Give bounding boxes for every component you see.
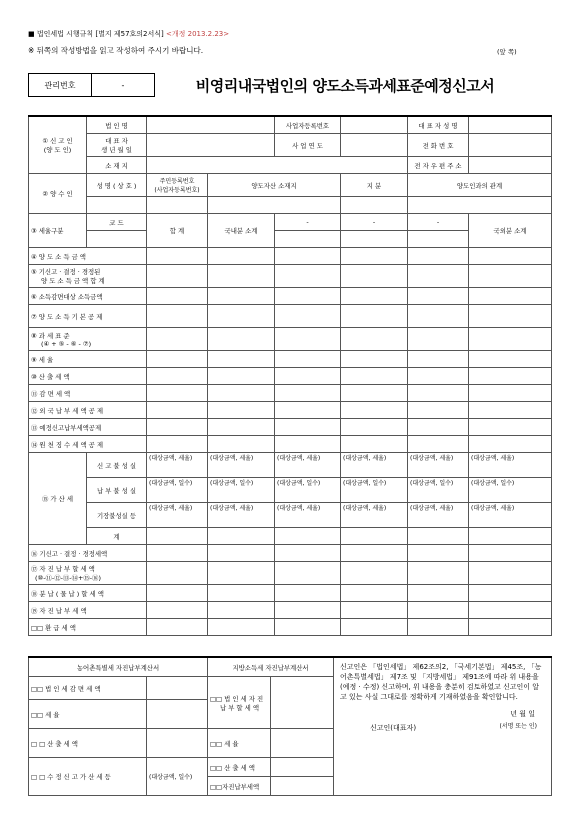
rural-row-3-label: □ □ 산 출 세 액: [29, 729, 147, 758]
biz-no-field[interactable]: [341, 116, 408, 134]
management-number-value[interactable]: -: [121, 80, 125, 90]
row-17-label: ⑰ 자 진 납 부 할 세 액 (⑩-⑪-⑫-⑬-⑭+⑮-⑯): [29, 562, 147, 585]
row-4-label: ④ 양 도 소 득 금 액: [29, 248, 147, 265]
code-dash-2[interactable]: -: [341, 214, 408, 231]
email-label: 전 자 우 편 주 소: [408, 157, 469, 174]
row-8-label: ⑧ 과 세 표 준 (④ + ⑤ - ⑥ - ⑦): [29, 328, 147, 351]
tax-code-label: 코 드: [87, 214, 147, 231]
asset-location-field[interactable]: [208, 197, 341, 214]
row-19-label: ⑲ 자 진 납 부 세 액: [29, 602, 147, 619]
rural-row-1-label: □□ 법 인 세 감 면 세 액: [29, 677, 147, 700]
management-number-box: [28, 73, 155, 97]
rural-tax-title: 농어촌특별세 자진납부계산서: [29, 657, 208, 677]
local-tax-title: 지방소득세 자진납부계산서: [208, 657, 334, 677]
row-12-label: ⑫ 외 국 납 부 세 액 공 제: [29, 402, 147, 419]
phone-field[interactable]: [469, 134, 552, 157]
code-dash-1[interactable]: -: [275, 214, 341, 231]
form-title: 비영리내국법인의 양도소득과세표준예정신고서: [195, 77, 495, 95]
transferee-group-label: ② 양 수 인: [29, 174, 87, 214]
signature-field[interactable]: (서명 또는 인): [499, 722, 538, 730]
row-10-label: ⑩ 산 출 세 액: [29, 368, 147, 385]
relation-label: 양도인과의 관계: [408, 174, 552, 197]
local-row-1-label: □□ 법 인 세 자 진 납 부 할 세 액: [208, 677, 271, 729]
instruction-text: ※ 뒤쪽의 작성방법을 읽고 작성하여 주시기 바랍니다.: [28, 46, 204, 55]
penalty-group-label: ⑮ 가 산 세: [29, 453, 87, 545]
row-6-label: ⑥ 소득감면대상 소득금액: [29, 288, 147, 305]
reporter-group-label: ① 신 고 인 (양 도 인): [29, 116, 87, 174]
form-rule: ■ 법인세법 시행규칙 [별지 제57호의2서식] <개정 2013.2.23>: [28, 30, 230, 38]
address-label: 소 재 지: [87, 157, 147, 174]
row-5-label: ⑤ 기신고 · 결정 · 경정된 양 도 소 득 금 액 합 계: [29, 265, 147, 288]
rep-name-field[interactable]: [469, 116, 552, 134]
penalty-row-3-label: 기장불성실 등: [87, 503, 147, 528]
transferee-name-label: 성 명 ( 상 호 ): [87, 174, 147, 197]
corp-name-label: 법 인 명: [87, 116, 147, 134]
page-side: (앞 쪽): [497, 48, 517, 56]
transferee-name-field[interactable]: [87, 197, 147, 214]
email-field[interactable]: [469, 157, 552, 174]
row-11-label: ⑪ 감 면 세 액: [29, 385, 147, 402]
local-row-2-label: □□ 세 율: [208, 729, 271, 758]
share-label: 지 분: [341, 174, 408, 197]
asset-location-label: 양도자산 소재지: [208, 174, 341, 197]
transferee-id-label: 주민등록번호 (사업자등록번호): [147, 174, 208, 197]
domestic-header: 국내분 소계: [208, 214, 275, 248]
rep-birth-field[interactable]: [147, 134, 275, 157]
transferee-id-field[interactable]: [147, 197, 208, 214]
biz-year-field[interactable]: [341, 134, 408, 157]
row-9-label: ⑨ 세 율: [29, 351, 147, 368]
signer-label: 신고인(대표자): [370, 723, 417, 732]
relation-field[interactable]: [408, 197, 552, 214]
penalty-total-label: 계: [87, 528, 147, 545]
row-16-label: ⑯ 기신고 · 결정 · 경정세액: [29, 545, 147, 562]
row-18-label: ⑱ 분 납 ( 물 납 ) 할 세 액: [29, 585, 147, 602]
local-row-4-label: □□자진납부세액: [208, 777, 271, 796]
total-header: 합 계: [147, 214, 208, 248]
biz-no-label: 사업자등록번호: [275, 116, 341, 134]
row-7-label: ⑦ 양 도 소 득 기 본 공 제: [29, 305, 147, 328]
declaration-date[interactable]: 년 월 일: [510, 709, 536, 718]
phone-label: 전 화 번 호: [408, 134, 469, 157]
bottom-calc-table: 농어촌특별세 자진납부계산서 지방소득세 자진납부계산서 신고인은 「법인세법」 제62조의2, 「국세기본법」 제45조, 「농어촌특별세법」 제7조 및 「지방세법」 제91조에 따라 위 내용을 (예정 · 수정) 신고하며, 위 내용을 충분히 검토하였고 신고인이 알고 있는 사실 그대로를 정확하게 기재하였음을 확인합니다. 년 월 일 신고인(대표자) (서명 또는 인) □□ 법 인 세 감 면 세 액 □□ 법 인 세 자 진 납 부 할 세 액 □□ 세 율 □ □ 산 출 세 액 □□ 세 율 □ □ 수 정 신 고 가 산 세 등 (대상금액, 일수) □□ 산 출 세 액 □□자진납부세액: [28, 656, 552, 796]
corp-name-field[interactable]: [147, 116, 275, 134]
code-dash-3[interactable]: -: [408, 214, 469, 231]
row-14-label: ⑭ 원 천 징 수 세 액 공 제: [29, 436, 147, 453]
local-row-3-label: □□ 산 출 세 액: [208, 758, 271, 777]
rural-row-4-label: □ □ 수 정 신 고 가 산 세 등: [29, 758, 147, 796]
row-13-label: ⑬ 예정신고납부세액공제: [29, 419, 147, 436]
management-number-label: 관리번호: [29, 74, 92, 96]
penalty-row-1-label: 신 고 불 성 실: [87, 453, 147, 478]
rep-birth-label: 대 표 자 생 년 월 일: [87, 134, 147, 157]
address-field[interactable]: [147, 157, 408, 174]
declaration-text: 신고인은 「법인세법」 제62조의2, 「국세기본법」 제45조, 「농어촌특별세법」 제7조 및 「지방세법」 제91조에 따라 위 내용을 (예정 · 수정) 신고하며, 위 내용을 충분히 검토하였고 신고인이 알고 있는 사실 그대로를 정확하게 기재하였음을 확인합니다.: [340, 663, 542, 702]
refund-label: □□ 환 급 세 액: [29, 619, 147, 636]
rep-name-label: 대 표 자 성 명: [408, 116, 469, 134]
tax-type-label: ③ 세율구분: [29, 214, 87, 248]
main-form-table: ① 신 고 인 (양 도 인) 법 인 명 사업자등록번호 대 표 자 성 명 대 표 자 생 년 월 일 사 업 연 도 전 화 번 호 소 재 지 전 자 우 편 주 소 ② 양 수 인 성 명 ( 상 호 ) 주민등록번호 (사업자등록번호) 양도자산 소재지 지 분 양도인과의 관계 ③ 세율구분 코 드 합 계 국내분 소계 - - - 국외분 소계 ④ 양 도 소 득 금 액 ⑤ 기신고 · 결정 · 경정된 양 도 소 득 금 액 합 계 ⑥ 소득감면대상 소득금액 ⑦ 양 도 소 득 기 본 공 제 ⑧ 과 세 표 준 (④ + ⑤ - ⑥ - ⑦) ⑨ 세 율 ⑩ 산 출 세 액 ⑪ 감 면 세 액 ⑫ 외 국 납 부 세 액 공 제 ⑬ 예정신고납부세액공제 ⑭ 원 천 징 수 세 액 공 제 ⑮ 가 산 세 신 고 불 성 실 (대상금액, 세율) (대상금액, 세율) (대상금액, 세율) (대상금액, 세율) (대상금액, 세율) (대상금액, 세율) 납 부 불 성 실 (대상금액, 일수) (대상금액, 일수) (대상금액, 일수) (대상금액, 일수) (대상금액, 일수) (대상금액, 일수) 기장불성실 등 (대상금액, 세율) (대상금액, 세율) (대상금액, 세율) (대상금액, 세율) (대상금액, 세율) (대상금액, 세율) 계 ⑯ 기신고 · 결정 · 경정세액 ⑰ 자 진 납 부 할 세 액 (⑩-⑪-⑫-⑬-⑭+⑮-⑯) ⑱ 분 납 ( 물 납 ) 할 세 액 ⑲ 자 진 납 부 세 액 □□ 환 급 세 액: [28, 115, 552, 636]
penalty-row-2-label: 납 부 불 성 실: [87, 478, 147, 503]
biz-year-label: 사 업 연 도: [275, 134, 341, 157]
foreign-header: 국외분 소계: [469, 214, 552, 248]
rural-row-2-label: □□ 세 율: [29, 700, 147, 729]
declaration-cell: [334, 657, 552, 796]
share-field[interactable]: [341, 197, 408, 214]
